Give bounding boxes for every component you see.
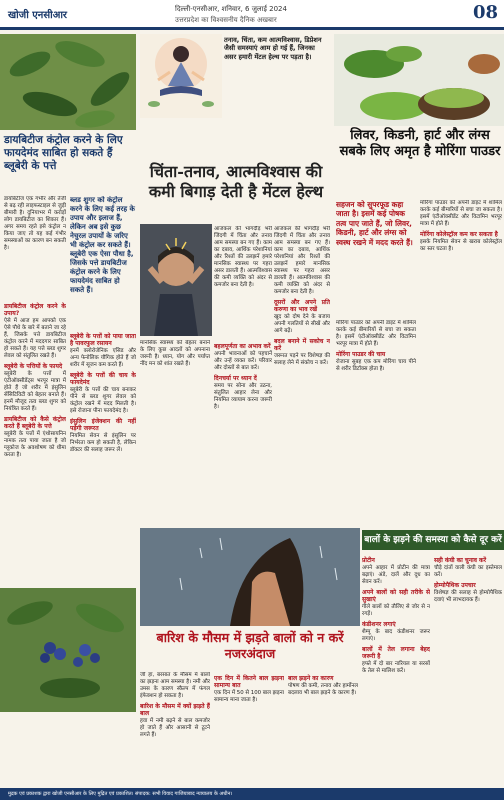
masthead <box>0 0 504 30</box>
hair-sub1-text: हवा में नमी बढ़ने से बाल कमजोर हो जाते हैं और आसानी से टूटने लगते हैं। <box>140 718 210 738</box>
tagline: उत्तरप्रदेश का विश्वसनीय दैनिक अखबार <box>175 16 277 24</box>
diabetes-q4: ब्लूबेरी के पत्तों को पाया जाता है पावरफुल रसायन <box>70 333 136 347</box>
stress-caption: मानसिक स्वास्थ्य को बेहतर बनाने के लिए कुछ आदतों को अपनाना जरूरी है। ध्यान, योग और पर्याप्त नींद मन को शांत रखते हैं। <box>140 340 210 367</box>
moringa-sub1-text: रोजाना सुबह एक कप मोरिंगा चाय पीने से शरीर डिटॉक्स होता है। <box>336 359 416 372</box>
hair-tips5: सही कंघी का चुनाव करें <box>434 557 487 564</box>
blueberry-leaves-photo <box>0 34 136 130</box>
hair-tips-col-2 <box>434 554 502 786</box>
moringa-body-repeat: मोरिंगा पाउडर को अपनी डाइट में शामिल करके कई बीमारियों से बचा जा सकता है। इसमें एंटीऑक्सीडेंट और विटामिन भरपूर मात्रा में होते हैं। <box>336 320 416 347</box>
diabetes-body-2 <box>70 330 136 580</box>
stress-sub2-text: समय पर सोना और उठना, संतुलित आहार लेना और नियमित व्यायाम करना जरूरी है। <box>214 383 272 410</box>
stressed-man-photo <box>140 224 212 336</box>
hair-fall-photo <box>140 528 360 626</box>
diabetes-body <box>4 300 66 580</box>
moringa-intro: सहजन को सुपरफूड कहा जाता है। इसमें कई पोषक तत्व पाए जाते हैं, जो लिवर, किडनी, हार्ट और लंग्स को स्वस्थ रखने में मदद करते हैं। <box>336 200 413 247</box>
stress-sub3: दूसरों और अपने प्रति करुणा का भाव रखें <box>274 299 330 313</box>
hair-tips-col-1 <box>362 554 430 786</box>
blueberry-plant-photo <box>0 588 136 712</box>
stress-body-repeat: आजकल की भागदौड़ भरी जिंदगी में चिंता और तनाव आम समस्या बन गए हैं। काम का दबाव, आर्थिक परेशानियां और रिश्तों की उलझनें हमारे मानसिक स्वास्थ्य पर गहरा असर डालती हैं। आत्मविश्वास की कमी व्यक्ति को अंदर से कमजोर बना देती है। <box>274 226 330 295</box>
hair-tips5-text: चौड़े दांतों वाली कंघी का इस्तेमाल करें। <box>434 565 502 578</box>
hair-tips4-text: हफ्ते में दो बार नारियल या सरसों के तेल से मालिश करें। <box>362 661 430 674</box>
stress-intro-quote: तनाव, चिंता, कम आत्मविश्वास, डिप्रेशन जैसी समस्याएं आम हो गई हैं, जिनका असर हमारी मेंटल हेल्थ पर पड़ता है। <box>224 36 322 61</box>
diabetes-q3-text: ब्लूबेरी के पत्तों में एंथोसायनिन नामक तत्व पाया जाता है जो ग्लूकोज के अवशोषण को धीमा करता है। <box>4 431 66 458</box>
meditation-illustration <box>140 34 222 118</box>
stress-sub1: बहलपूर्णता का अभाव करें <box>214 343 271 350</box>
diabetes-q1-text: ऐसे में आज हम आपको एक ऐसे पौधे के बारे में बताने जा रहे हैं, जिसके पत्ते डायबिटीज कंट्रोल करने में मददगार साबित हो सकते हैं। यह पत्ते ब्लड शुगर लेवल को संतुलित रखते हैं। <box>4 318 66 359</box>
hair-tips3-text: शैम्पू के बाद कंडीशनर जरूर लगाएं। <box>362 629 430 642</box>
hair-col-2 <box>214 672 284 786</box>
stress-sub3-text: खुद को दोष देने के बजाय अपनी गलतियों से सीखें और आगे बढ़ें। <box>274 314 330 334</box>
diabetes-q6: इंसुलिन इंजेक्शन की नहीं पड़ेगी जरूरत <box>70 418 136 432</box>
hair-tips6-text: विशेषज्ञ की सलाह से होम्योपैथिक दवाएं भी लाभदायक हैं। <box>434 590 502 603</box>
brand-name: खोजी एनसीआर <box>8 10 68 21</box>
moringa-headline: लिवर, किडनी, हार्ट और लंग्स सबके लिए अमृत है मोरिंगा पाउडर <box>339 128 501 159</box>
moringa-col-2 <box>420 200 502 526</box>
stress-sub2: दिनचर्या पर ध्यान दें <box>214 375 257 382</box>
dateline: दिल्ली-एनसीआर, शनिवार, 6 जुलाई 2024 <box>175 5 287 13</box>
hair-sub3: बाल झड़ने का कारण <box>288 675 334 682</box>
stress-sub1-text: अपनी भावनाओं को पहचानें और उन्हें व्यक्त करें। परिवार और दोस्तों से बात करें। <box>214 351 272 371</box>
moringa-photo <box>334 34 504 126</box>
hair-tips1: प्रोटीन <box>362 557 375 564</box>
stress-body-2 <box>274 226 330 526</box>
hair-tips2-text: गीले बालों को तौलिए से जोर से न रगड़ें। <box>362 604 430 617</box>
diabetes-q3: डायबिटीज को कैसे कंट्रोल करते हैं ब्लूबेरी के पत्ते <box>4 416 66 430</box>
diabetes-q2-text: ब्लूबेरी के पत्तों में एंटीऑक्सीडेंट्स भरपूर मात्रा में होते हैं जो शरीर में इंसुलिन सेंसिटिविटी को बेहतर बनाते हैं। इनमें मौजूद तत्व ब्लड शुगर को नियंत्रित करते हैं। <box>4 371 66 412</box>
moringa-body: मोरिंगा पाउडर को अपनी डाइट में शामिल करके कई बीमारियों से बचा जा सकता है। इसमें एंटीऑक्सीडेंट और विटामिन भरपूर मात्रा में होते हैं। <box>420 200 502 227</box>
stress-sub4: बदल बनाने में सकोच न करें <box>274 338 330 352</box>
stress-headline: चिंता-तनाव, आत्मविश्वास की कमी बिगाड़ देती है मेंटल हेल्थ <box>148 162 324 201</box>
moringa-col-1 <box>336 320 416 526</box>
hair-sub2-text: एक दिन में 50 से 100 बाल झड़ना सामान्य माना जाता है। <box>214 690 284 703</box>
diabetes-intro: डायबिटीज एक गंभीर और तेजी से बढ़ रही लाइफस्टाइल से जुड़ी बीमारी है। दुनियाभर में करोड़ों लोग डायबिटीज का शिकार हैं। अगर समय रहते इसे कंट्रोल न किया जाए तो यह कई गंभीर समस्याओं का कारण बन सकती है। <box>4 196 66 251</box>
hair-sub1: बारिश के मौसम में क्यों झड़ते हैं बाल <box>140 703 210 717</box>
hair-col-3 <box>288 672 358 786</box>
diabetes-q1: डायबिटीज कंट्रोल करने के उपाय? <box>4 303 66 317</box>
hair-tips4: बालों में तेल लगाना बेहद जरूरी है <box>362 646 430 660</box>
stress-body-3 <box>214 340 272 526</box>
moringa-sub1: मोरिंगा पाउडर की चाय <box>336 351 386 358</box>
diabetes-pullquote: ब्लड शुगर को कंट्रोल करने के लिए कई तरह के उपाय और इलाज हैं, लेकिन अब इसे कुछ नेचुरल उपायों के जरिए भी कंट्रोल कर सकते हैं। ब्लूबेरी एक ऐसा पौधा है, जिसके पत्ते डायबिटीज कंट्रोल करने के लिए फायदेमंद साबित हो सकते हैं। <box>70 196 135 294</box>
hair-tips6: होम्योपैथिक उपचार <box>434 582 476 589</box>
hair-tips2: अपने बालों को सही तरीके से सुखाएं <box>362 589 430 603</box>
diabetes-q4-text: इनमें क्लोरोजेनिक एसिड और अन्य फेनोलिक यौगिक होते हैं जो शरीर में सूजन कम करते हैं। <box>70 348 136 368</box>
hair-sub3-text: पोषण की कमी, तनाव और हार्मोनल बदलाव भी बाल झड़ने के कारण हैं। <box>288 683 358 696</box>
stress-sub4-text: जरूरत पड़ने पर विशेषज्ञ की सलाह लेने में संकोच न करें। <box>274 353 330 366</box>
hair-headline: बारिश के मौसम में झड़ते बालों को न करें नजरअंदाज <box>156 630 344 661</box>
diabetes-q2: ब्लूबेरी के पत्तियों के फायदे <box>4 363 63 370</box>
hair-side-banner: बालों के झड़ने की समस्या को कैसे दूर करें <box>362 530 504 550</box>
hair-col-1 <box>140 672 210 786</box>
hair-body: जी हां, बरसात के मौसम में बालों का झड़ना आम समस्या है। नमी और उमस के कारण स्कैल्प में फंगल इंफेक्शन हो सकता है। <box>140 672 210 699</box>
moringa-sub2: मोरिंगा कोलेस्ट्रॉल कम कर सकता है <box>420 231 498 238</box>
hair-tips3: कंडीशनर लगाएं <box>362 621 396 628</box>
page-footer: मुद्रक एवं प्रकाशक द्वारा खोजी एनसीआर के लिए मुद्रित एवं प्रकाशित। संपादक: सभी विवाद गाजियाबाद न्यायालय के अधीन। <box>0 788 504 800</box>
stress-body-1: आजकल की भागदौड़ भरी जिंदगी में चिंता और तनाव आम समस्या बन गए हैं। काम का दबाव, आर्थिक परेशानियां और रिश्तों की उलझनें हमारे मानसिक स्वास्थ्य पर गहरा असर डालती हैं। आत्मविश्वास की कमी व्यक्ति को अंदर से कमजोर बना देती है। <box>214 226 272 288</box>
diabetes-q5-text: ब्लूबेरी के पत्तों की चाय बनाकर पीने से ब्लड शुगर लेवल को कंट्रोल रखने में मदद मिलती है। इसे रोजाना पीना फायदेमंद है। <box>70 387 136 414</box>
moringa-sub2-text: इसके नियमित सेवन से खराब कोलेस्ट्रॉल का स्तर घटता है। <box>420 239 502 252</box>
diabetes-q6-text: नियमित सेवन से इंसुलिन पर निर्भरता कम हो सकती है, लेकिन डॉक्टर की सलाह जरूर लें। <box>70 433 136 453</box>
hair-sub2: एक दिन में कितने बाल झड़ना सामान्य बात <box>214 675 284 689</box>
page-number: 08 <box>472 2 498 23</box>
diabetes-headline: डायबिटीज कंट्रोल करने के लिए फायदेमंद साबित हो सकते हैं ब्लूबेरी के पत्ते <box>4 134 123 172</box>
hair-tips1-text: अपने आहार में प्रोटीन की मात्रा बढ़ाएं। अंडे, दालें और दूध का सेवन करें। <box>362 565 430 585</box>
diabetes-q5: ब्लूबेरी के पत्तों की चाय के फायदेमंद <box>70 372 136 386</box>
